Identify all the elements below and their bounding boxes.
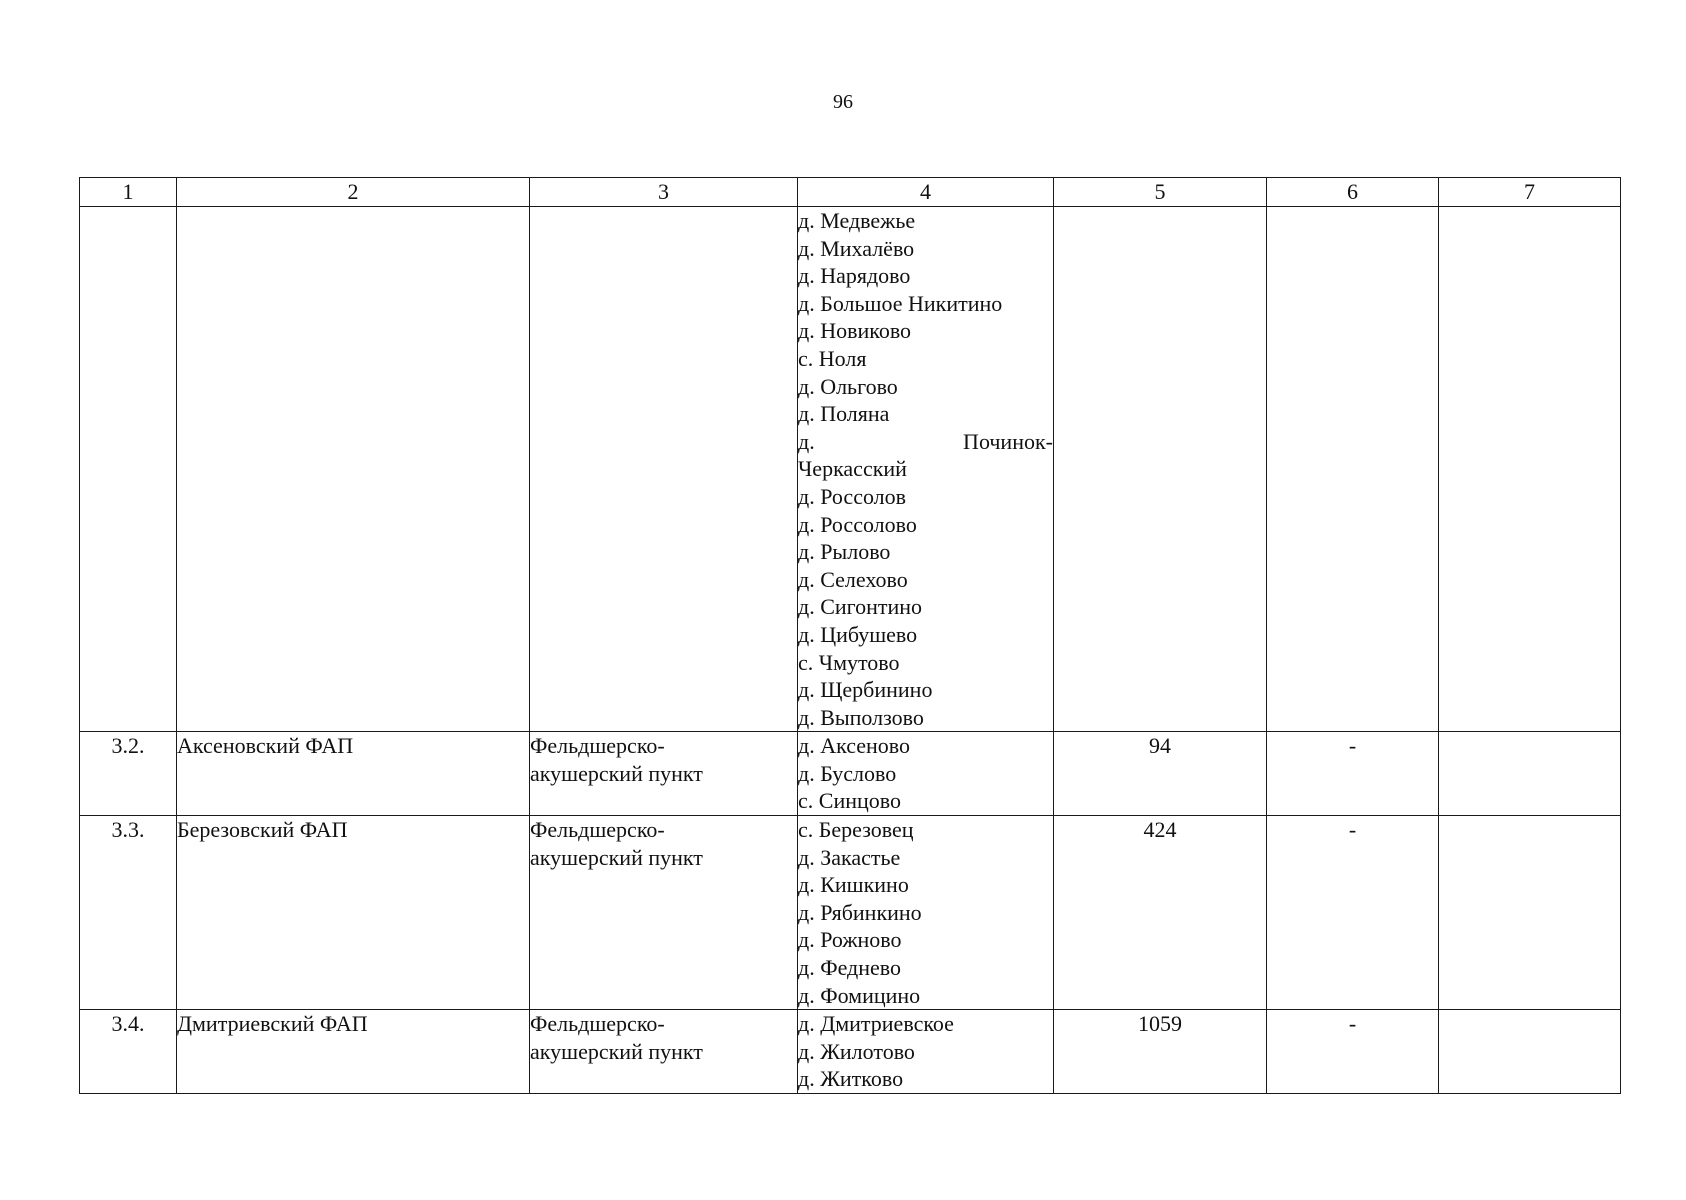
settlement: д. Россолово	[798, 511, 917, 537]
column-header-3: 3	[530, 178, 798, 207]
settlement: д. Кишкино	[798, 872, 909, 898]
settlement: с. Синцово	[798, 788, 901, 814]
settlement: д. Починок-	[798, 428, 1053, 454]
page-number: 96	[833, 91, 853, 113]
settlement: д. Нарядово	[798, 263, 911, 289]
facility-name: Аксеновский ФАП	[177, 732, 530, 816]
col6-cell: -	[1267, 816, 1439, 1010]
settlement: д. Большое Никитино	[798, 290, 1003, 316]
col6-cell	[1267, 207, 1439, 732]
settlement: с. Чмутово	[798, 649, 900, 675]
settlement: д. Щербинино	[798, 677, 933, 703]
facilities-table	[79, 177, 1621, 1094]
settlement: д. Жилотово	[798, 1038, 915, 1064]
settlement: д. Фомицино	[798, 982, 921, 1008]
row-number	[80, 207, 177, 732]
col6-cell: -	[1267, 732, 1439, 816]
population-cell: 1059	[1054, 1010, 1267, 1094]
table-row	[80, 1010, 1621, 1094]
column-header-1: 1	[80, 178, 177, 207]
table-row	[80, 207, 1621, 732]
settlements-list	[798, 1010, 1054, 1094]
settlement: д. Выползово	[798, 704, 924, 730]
settlement: д. Феднево	[798, 955, 902, 981]
facility-type-line: акушерский пункт	[530, 844, 703, 870]
settlement: д. Цибушево	[798, 621, 918, 647]
population-cell: 424	[1054, 816, 1267, 1010]
settlement: д. Рябинкино	[798, 899, 922, 925]
settlement: с. Березовец	[798, 817, 914, 843]
col7-cell	[1439, 732, 1621, 816]
facility-type	[530, 732, 798, 816]
facility-type-line: акушерский пункт	[530, 760, 703, 786]
settlements-list	[798, 816, 1054, 1010]
settlements-list	[798, 732, 1054, 816]
facility-type-line: Фельдшерско-	[530, 733, 665, 759]
settlement: д. Рылово	[798, 539, 891, 565]
col7-cell	[1439, 1010, 1621, 1094]
settlement: д. Россолов	[798, 483, 907, 509]
column-header-6: 6	[1267, 178, 1439, 207]
column-header-2: 2	[177, 178, 530, 207]
settlement: Черкасский	[798, 456, 907, 482]
column-header-4: 4	[798, 178, 1054, 207]
table-row	[80, 816, 1621, 1010]
table-row	[80, 732, 1621, 816]
settlement: д. Михалёво	[798, 235, 915, 261]
settlement: д. Ольгово	[798, 373, 898, 399]
column-header-5: 5	[1054, 178, 1267, 207]
settlement: д. Дмитриевское	[798, 1011, 954, 1037]
settlements-list	[798, 207, 1054, 732]
population-cell	[1054, 207, 1267, 732]
settlement: д. Рожново	[798, 927, 902, 953]
facility-name: Березовский ФАП	[177, 816, 530, 1010]
facility-type	[530, 207, 798, 732]
facility-type-line: акушерский пункт	[530, 1038, 703, 1064]
facility-name: Дмитриевский ФАП	[177, 1010, 530, 1094]
settlement: д. Житково	[798, 1066, 904, 1092]
col7-cell	[1439, 816, 1621, 1010]
col7-cell	[1439, 207, 1621, 732]
settlement: д. Медвежье	[798, 208, 916, 233]
settlement: д. Аксеново	[798, 733, 911, 759]
row-number: 3.4.	[80, 1010, 177, 1094]
facility-name	[177, 207, 530, 732]
settlement: д. Закастье	[798, 844, 901, 870]
settlement: д. Сигонтино	[798, 594, 923, 620]
settlement: д. Селехово	[798, 566, 908, 592]
facility-type	[530, 816, 798, 1010]
settlement: д. Поляна	[798, 401, 890, 427]
facility-type	[530, 1010, 798, 1094]
population-cell: 94	[1054, 732, 1267, 816]
settlement: д. Новиково	[798, 318, 912, 344]
row-number: 3.2.	[80, 732, 177, 816]
facility-type-line: Фельдшерско-	[530, 817, 665, 843]
col6-cell: -	[1267, 1010, 1439, 1094]
header-row	[80, 178, 1621, 207]
column-header-7: 7	[1439, 178, 1621, 207]
facility-type-line: Фельдшерско-	[530, 1011, 665, 1037]
row-number: 3.3.	[80, 816, 177, 1010]
settlement: с. Ноля	[798, 345, 867, 371]
settlement: д. Буслово	[798, 760, 897, 786]
